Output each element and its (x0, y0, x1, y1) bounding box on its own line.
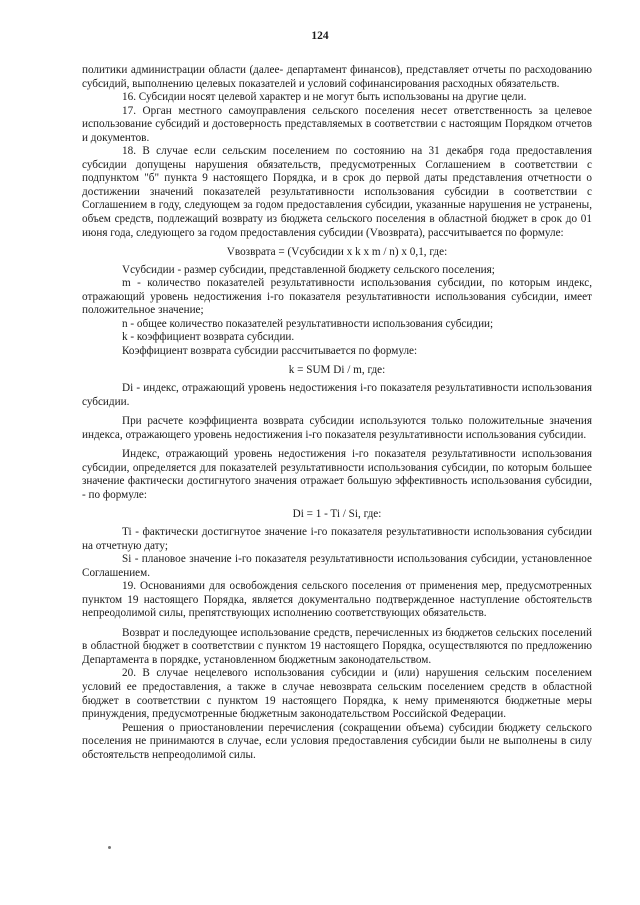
formula-return-coefficient: k = SUM Di / m, где: (288, 364, 386, 377)
paragraph: Di - индекс, отражающий уровень недостижения i-го показателя результативности использования субсидии. (82, 382, 592, 408)
paragraph: 19. Основаниями для освобождения сельского поселения от применения мер, предусмотренных пунктом 19 настоящего Порядка, является документально подтвержденное наступление обстоятельств непреодолимой силы, препятствующих исполнению соответствующих обязательств. (82, 580, 592, 620)
paragraph: Коэффициент возврата субсидии рассчитывается по формуле: (122, 344, 418, 357)
paragraph: 20. В случае нецелевого использования субсидии и (или) нарушения сельским поселением условий ее предоставления, а также в случае невозврата сельским поселением средств в областной бюджет в соответствии с пунктом 19 настоящего Порядка, к нему применяются бюджетные меры принуждения, предусмотренные бюджетным законодательством Российской Федерации. (82, 667, 592, 721)
paragraph: Индекс, отражающий уровень недостижения i-го показателя результативности использования субсидии, определяется для показателей результативности использования субсидии, по которым большее значение фактически достигнутого значения отражает большую эффективность использования субсидии, - по формуле: (82, 448, 592, 501)
paragraph: 17. Орган местного самоуправления сельского поселения несет ответственность за целевое использование субсидий и достоверность представляемых в соответствии с настоящим Порядком отчетов и документов. (82, 104, 592, 144)
paragraph: 18. В случае если сельским поселением по состоянию на 31 декабря года предоставления субсидии допущены нарушения обязательств, предусмотренных Соглашением в соответствии с подпунктом "б" пункта 9 настоящего Порядка, и в срок до первой даты представления отчетности о достижении значений показателей результативности использования субсидии в соответствии с Соглашением в году, следующем за годом предоставления субсидии, указанные нарушения не устранены, объем средств, подлежащий возврату из бюджета сельского поселения в областной бюджет в срок до 01 июня года, следующего за годом предоставления субсидии (Vвозврата), рассчитывается по формуле: (82, 145, 592, 239)
paragraph: Vсубсидии - размер субсидии, представленной бюджету сельского поселения; (122, 263, 495, 276)
paragraph: m - количество показателей результативности использования субсидии, по которым индекс, отражающий уровень недостижения i-го показателя результативности использования субсидии, имеет положительное значение; (82, 277, 592, 317)
paragraph: n - общее количество показателей результативности использования субсидии; (122, 317, 494, 330)
formula-return-volume: Vвозврата = (Vсубсидии x k x m / n) x 0,1, где: (226, 246, 448, 259)
paragraph: 16. Субсидии носят целевой характер и не могут быть использованы на другие цели. (122, 91, 527, 104)
scan-speck (108, 846, 111, 849)
paragraph: Решения о приостановлении перечисления (сокращении объема) субсидии бюджету сельского поселения не принимаются в случае, если условия предоставления субсидии были не выполнены в силу обстоятельств непреодолимой силы. (82, 721, 592, 761)
paragraph: политики администрации области (далее- департамент финансов), представляет отчеты по расходованию субсидий, выполнению целевых показателей и условий софинансирования расходных обязательств. (82, 64, 592, 90)
paragraph: Ti - фактически достигнутое значение i-го показателя результативности использования субсидии на отчетную дату; (82, 525, 592, 552)
paragraph: При расчете коэффициента возврата субсидии используются только положительные значения индекса, отражающего уровень недостижения i-го показателя результативности использования субсидии. (82, 415, 592, 441)
page-number: 124 (311, 30, 329, 42)
paragraph: Возврат и последующее использование средств, перечисленных из бюджетов сельских поселений в областной бюджет в соответствии с пунктом 19 настоящего Порядка, осуществляются по предложению Департамента в порядке, установленном бюджетным законодательством. (82, 626, 592, 666)
formula-index: Di = 1 - Ti / Si, где: (292, 508, 382, 521)
paragraph: k - коэффициент возврата субсидии. (122, 331, 295, 344)
paragraph: Si - плановое значение i-го показателя результативности использования субсидии, установленное Соглашением. (82, 553, 592, 579)
document-body (82, 64, 592, 762)
